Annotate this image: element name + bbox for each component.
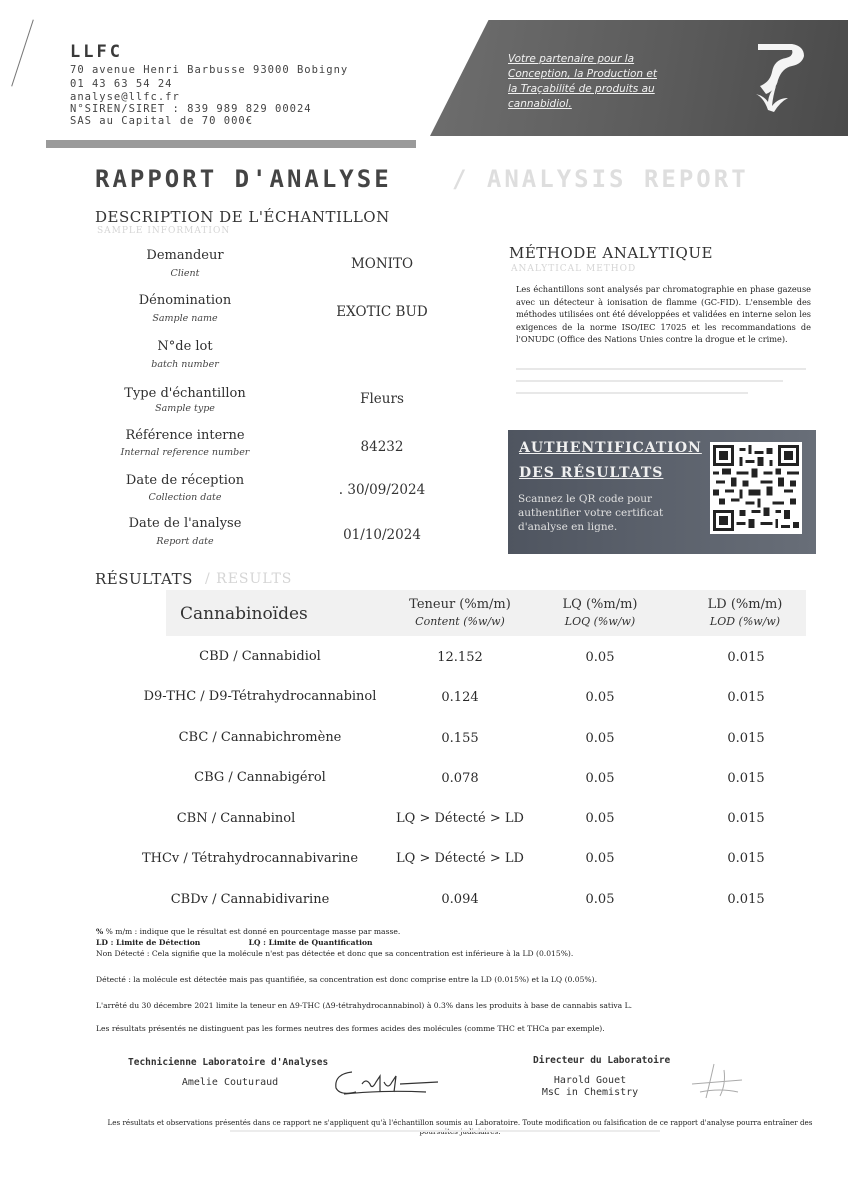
sample-name-label: Dénomination [138,293,232,308]
results-title: RÉSULTATS [95,570,193,588]
table-row-lq: 0.05 [585,811,615,826]
technician-signature-icon [322,1062,442,1102]
table-row-content: LQ > Détecté > LD [396,851,524,866]
table-row-lq: 0.05 [585,690,615,705]
address-line: 70 avenue Henri Barbusse 93000 Bobigny [70,64,349,76]
content-header: Teneur (%m/m) [409,597,511,612]
note-regulation: L'arrêté du 30 décembre 2021 limite la teneur en Δ9-THC (Δ9-tétrahydrocannabinol) à 0.3% dans les produits à base de cannabis sativa L. [96,1001,633,1010]
method-title: MÉTHODE ANALYTIQUE [509,244,713,262]
header-divider [46,140,416,148]
table-row-content: 0.124 [441,690,479,705]
internal-ref-value: 84232 [360,439,404,455]
analysis-date-sub: Report date [156,536,214,547]
table-row-content: LQ > Détecté > LD [396,811,524,826]
table-row-ld: 0.015 [727,731,765,746]
banner-text [508,52,678,112]
table-row-name: D9-THC / D9-Tétrahydrocannabinol [143,689,377,704]
technician-role: Technicienne Laboratoire d'Analyses [128,1057,329,1068]
table-row-lq: 0.05 [585,731,615,746]
table-row-ld: 0.015 [727,811,765,826]
director-name: Harold Gouet [553,1075,627,1086]
scan-mark [11,20,34,87]
banner-line: cannabidiol. [508,98,572,110]
ld-header: LD (%m/m) [707,597,783,612]
table-row-content: 12.152 [437,650,483,665]
table-row-ld: 0.015 [727,690,765,705]
table-row-ld: 0.015 [727,892,765,907]
banner-line: la Traçabilité de produits au [508,83,655,95]
table-row-name: CBG / Cannabigérol [194,770,326,785]
note-detected: Détecté : la molécule est détectée mais pas quantifiée, sa concentration est donc comprise entre la LD (0.015%) et la LQ (0.05%). [96,975,598,984]
table-row-lq: 0.05 [585,851,615,866]
method-text: Les échantillons sont analysés par chromatographie en phase gazeuse avec un détecteur à ionisation de flamme (GC-FID). L'ensemble des méthodes utilisées ont été développées et validées en interne selon les exigences de la norme ISO/IEC 17025 et les recommandations de l'ONUDC (Office des Nations Unies contre la drogue et le crime). [516,284,811,344]
reception-date-value: . 30/09/2024 [338,482,426,498]
sample-type-value: Fleurs [360,391,404,407]
phone-line: 01 43 63 54 24 [70,78,173,90]
table-row-ld: 0.015 [727,771,765,786]
note-not-detected: Non Détecté : Cela signifie que la molécule n'est pas détectée et donc que sa concentration est inférieure à la LD (0.015%). [96,949,574,958]
internal-ref-label: Référence interne [125,428,245,443]
client-sub: Client [170,268,200,279]
table-row-lq: 0.05 [585,892,615,907]
footer-faint-line [230,1130,660,1132]
company-name: LLFC [70,42,123,62]
sample-type-label: Type d'échantillon [124,386,246,401]
banner-line: Conception, la Production et [508,68,657,80]
auth-title-line2: DES RÉSULTATS [519,465,664,481]
table-row-lq: 0.05 [585,650,615,665]
table-row-content: 0.094 [441,892,479,907]
table-row-content: 0.078 [441,771,479,786]
lq-header-sub: LOQ (%w/w) [564,615,636,628]
batch-label: N°de lot [157,339,213,354]
cannabinoids-header: Cannabinoïdes [180,604,308,624]
sample-name-value: EXOTIC BUD [336,304,428,320]
client-label: Demandeur [146,248,224,263]
auth-text: Scannez le QR code pour authentifier votre certificat d'analyse en ligne. [518,493,664,533]
siren-line: N°SIREN/SIRET : 839 989 829 00024 [70,103,312,115]
internal-ref-sub: Internal reference number [120,447,250,458]
director-signature-icon [680,1058,760,1103]
note-limits [96,937,816,948]
faded-text-lines [516,368,806,404]
sample-section-title: DESCRIPTION DE L'ÉCHANTILLON [95,208,390,226]
table-row-name: CBDv / Cannabidivarine [170,892,330,907]
banner-line: Votre partenaire pour la [508,53,635,65]
ld-header-sub: LOD (%w/w) [709,615,781,628]
email-line: analyse@llfc.fr [70,91,180,103]
table-row-name: CBN / Cannabinol [176,811,296,826]
method-sub: ANALYTICAL METHOD [511,264,637,274]
rooster-leaf-logo-icon [742,36,812,120]
director-title: MsC in Chemistry [541,1087,639,1098]
table-row-name: THCv / Tétrahydrocannabivarine [141,851,359,866]
director-role: Directeur du Laboratoire [533,1055,671,1066]
analysis-date-value: 01/10/2024 [343,527,421,543]
qr-code-icon[interactable] [710,442,802,534]
analysis-date-label: Date de l'analyse [128,516,242,531]
note-ld: LD : Limite de Détection [96,938,201,947]
batch-sub: batch number [151,359,219,370]
sample-section-sub: SAMPLE INFORMATION [97,226,231,236]
table-row-ld: 0.015 [727,650,765,665]
technician-name: Amelie Couturaud [181,1077,279,1088]
note-mass-text: % m/m : indique que le résultat est donné en pourcentage masse par masse. [105,927,401,936]
lq-header: LQ (%m/m) [562,597,638,612]
note-acid-forms: Les résultats présentés ne distinguent pas les formes neutres des formes acides des molécules (comme THC et THCa par exemple). [96,1024,605,1033]
content-header-sub: Content (%w/w) [415,615,505,628]
report-title: RAPPORT D'ANALYSE [95,165,392,193]
footer-disclaimer: Les résultats et observations présentés dans ce rapport ne s'appliquent qu'à l'échantillon soumis au Laboratoire. Toute modification ou falsification de ce rapport d'analyse pourra entraîner des [107,1118,813,1127]
table-row-name: CBC / Cannabichromène [178,730,342,745]
table-row-lq: 0.05 [585,771,615,786]
table-row-name: CBD / Cannabidiol [199,649,321,664]
note-lq: LQ : Limite de Quantification [248,938,373,947]
auth-title-line1: AUTHENTIFICATION [519,440,702,456]
reception-date-sub: Collection date [148,492,222,503]
sample-name-sub: Sample name [152,313,218,324]
table-row-ld: 0.015 [727,851,765,866]
report-title-en: / ANALYSIS REPORT [452,165,749,193]
table-row-content: 0.155 [441,731,479,746]
results-sub: / RESULTS [205,571,293,587]
note-mass: % % m/m : indique que le résultat est donné en pourcentage masse par masse. [96,927,401,936]
reception-date-label: Date de réception [125,473,245,488]
sample-type-sub: Sample type [155,403,215,414]
capital-line: SAS au Capital de 70 000€ [70,115,254,127]
client-value: MONITO [350,256,414,272]
